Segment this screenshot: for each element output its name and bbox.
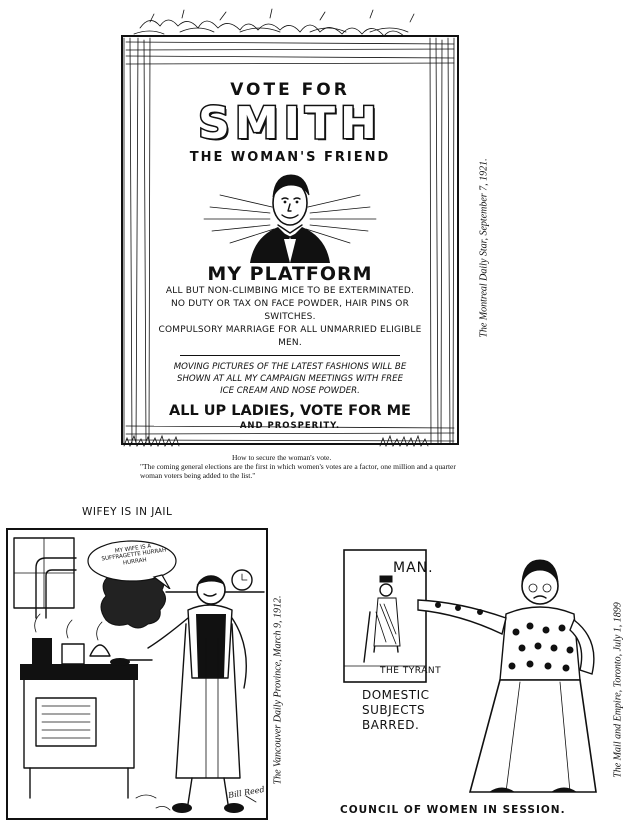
slogan: ALL UP LADIES, VOTE FOR ME (169, 403, 411, 419)
poster-sheet (154, 70, 426, 431)
poster-subtitle: THE WOMAN'S FRIEND (189, 150, 391, 165)
platform-plank-1: ALL BUT NON-CLIMBING MICE TO BE EXTERMINATED. (165, 286, 415, 296)
tyrant-caption: THE TYRANT (380, 666, 442, 676)
slogan-tail: AND PROSPERITY. (239, 421, 341, 431)
candidate-portrait-illustration (190, 167, 390, 263)
poster-caption: How to secure the woman's vote. (232, 453, 332, 462)
vote-for-heading: VOTE FOR (230, 80, 350, 100)
sign-line-1: DOMESTIC (362, 688, 430, 702)
artist-signature: Bill Reed (227, 784, 266, 801)
domestic-subjects-barred (362, 688, 430, 733)
platform-heading: MY PLATFORM (207, 263, 373, 285)
source-mail-and-empire: The Mail and Empire, Toronto, July 1, 1899 (612, 602, 624, 778)
sign-line-2: SUBJECTS (362, 703, 426, 717)
divider (180, 355, 400, 356)
cartoon-title-wifey: WIFEY IS IN JAIL (82, 506, 173, 518)
man-sign-title: MAN. (393, 560, 434, 576)
council-of-women-illustration (330, 542, 610, 810)
platform-plank-3: COMPULSORY MARRIAGE FOR ALL UNMARRIED ELIGIBLE MEN. (158, 325, 422, 348)
source-montreal-star: The Montreal Daily Star, September 7, 1921. (478, 158, 490, 338)
speech-bubble-text: MY WIFE IS A SUFFRAGETTE HURRAH HURRAH (101, 543, 167, 567)
source-vancouver-province: The Vancouver Daily Province, March 9, 1912. (272, 595, 284, 785)
poster-quote: "The coming general elections are the first in which women's votes are a factor, one million and a quarter woman voters being added to the list." (140, 462, 456, 480)
sign-line-3: BARRED. (362, 718, 420, 732)
platform-plank-2: NO DUTY OR TAX ON FACE POWDER, HAIR PINS OR SWITCHES. (170, 299, 410, 322)
candidate-name: SMITH (198, 98, 382, 149)
council-caption: COUNCIL OF WOMEN IN SESSION. (340, 804, 566, 816)
campaign-poster (120, 8, 460, 448)
moving-pictures-note: MOVING PICTURES OF THE LATEST FASHIONS WILL BE SHOWN AT ALL MY CAMPAIGN MEETINGS WITH FREE ICE CREAM AND NOSE POWDER. (173, 362, 407, 396)
